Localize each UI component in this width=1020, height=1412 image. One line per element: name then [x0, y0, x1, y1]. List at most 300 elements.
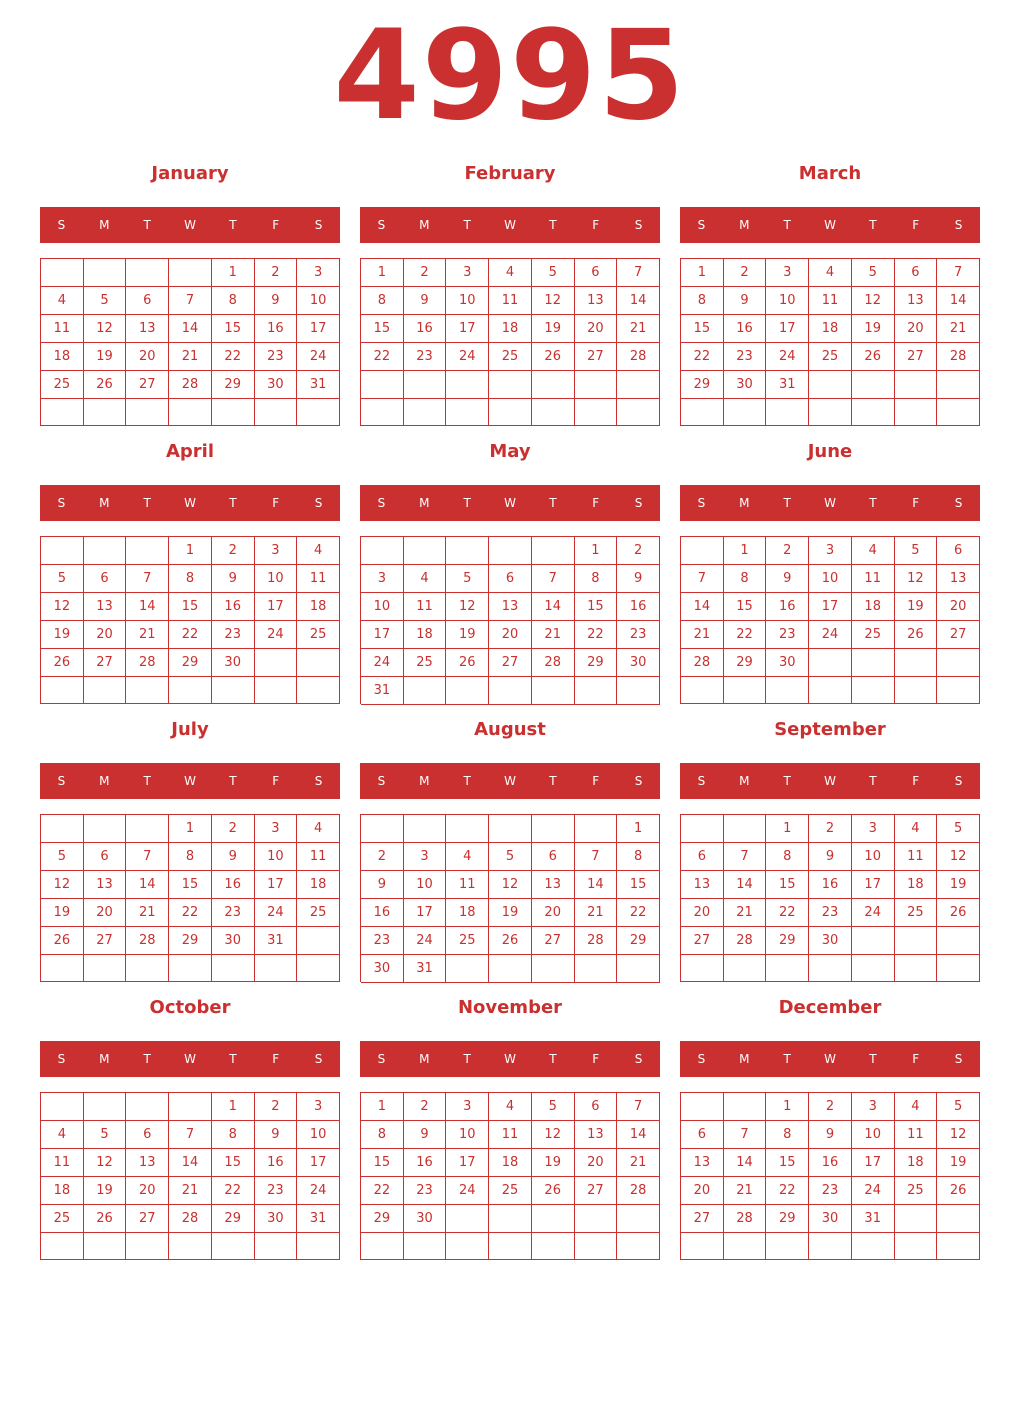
day-cell: 11 [895, 843, 938, 871]
day-cell [532, 371, 575, 399]
weekday-label: S [954, 496, 963, 510]
day-cell [532, 677, 575, 705]
weekday-header [680, 763, 980, 799]
day-cell: 14 [126, 593, 169, 621]
day-cell [852, 399, 895, 426]
day-cell [681, 1093, 724, 1121]
day-cell: 5 [852, 259, 895, 287]
day-cell: 15 [724, 593, 767, 621]
weekday-header [40, 1041, 340, 1077]
weekday-label: T [143, 1052, 151, 1066]
day-cell: 3 [361, 565, 404, 593]
day-cell: 6 [575, 259, 618, 287]
day-cell [852, 371, 895, 399]
day-cell [809, 677, 852, 704]
day-cell [937, 955, 980, 982]
day-cell [489, 1205, 532, 1233]
day-cell: 5 [84, 1121, 127, 1149]
day-grid [360, 1092, 660, 1260]
day-cell: 31 [297, 1205, 340, 1233]
day-cell: 12 [41, 593, 84, 621]
day-cell [532, 1233, 575, 1260]
day-cell [809, 955, 852, 982]
day-cell [724, 1093, 767, 1121]
day-cell: 6 [84, 565, 127, 593]
day-cell: 18 [41, 1177, 84, 1205]
day-cell: 11 [489, 287, 532, 315]
weekday-label: T [229, 1052, 237, 1066]
day-cell [575, 815, 618, 843]
weekday-label: S [697, 218, 706, 232]
day-cell: 2 [724, 259, 767, 287]
day-cell [41, 955, 84, 982]
day-cell: 29 [766, 927, 809, 955]
day-cell: 16 [361, 899, 404, 927]
month-title: December [778, 997, 882, 1018]
day-cell: 22 [169, 899, 212, 927]
day-cell: 1 [169, 537, 212, 565]
day-cell: 19 [41, 899, 84, 927]
weekday-label: W [184, 1052, 196, 1066]
day-cell: 28 [617, 1177, 660, 1205]
day-cell: 19 [532, 1149, 575, 1177]
day-cell: 21 [724, 1177, 767, 1205]
weekday-header [680, 1041, 980, 1077]
day-cell: 16 [809, 1149, 852, 1177]
day-cell: 6 [126, 287, 169, 315]
day-cell: 25 [809, 343, 852, 371]
day-cell: 5 [41, 565, 84, 593]
day-cell: 31 [297, 371, 340, 399]
day-cell: 25 [852, 621, 895, 649]
day-cell: 8 [212, 1121, 255, 1149]
day-cell: 9 [361, 871, 404, 899]
day-cell: 16 [255, 315, 298, 343]
day-cell: 25 [297, 899, 340, 927]
day-cell [404, 1233, 447, 1260]
day-cell: 22 [169, 621, 212, 649]
day-cell: 28 [126, 649, 169, 677]
day-cell: 22 [361, 343, 404, 371]
day-cell: 15 [575, 593, 618, 621]
month-5 [680, 435, 980, 705]
day-cell: 9 [809, 843, 852, 871]
day-cell: 9 [617, 565, 660, 593]
day-cell [575, 399, 618, 427]
day-grid [360, 814, 660, 982]
day-cell [895, 371, 938, 399]
day-cell: 30 [724, 371, 767, 399]
month-10 [360, 991, 660, 1261]
day-cell: 3 [255, 815, 298, 843]
day-cell [852, 649, 895, 677]
day-cell: 12 [84, 315, 127, 343]
day-cell [489, 955, 532, 983]
day-cell: 19 [84, 343, 127, 371]
day-cell: 23 [255, 343, 298, 371]
day-cell: 20 [532, 899, 575, 927]
day-cell: 14 [617, 287, 660, 315]
weekday-label: F [912, 218, 920, 232]
day-cell: 24 [361, 649, 404, 677]
day-cell: 24 [852, 1177, 895, 1205]
day-cell [895, 649, 938, 677]
day-grid [360, 536, 660, 704]
month-title: June [807, 441, 853, 462]
day-cell [575, 1205, 618, 1233]
day-cell: 8 [169, 565, 212, 593]
day-cell: 21 [617, 315, 660, 343]
day-cell [169, 1233, 212, 1260]
day-cell: 12 [84, 1149, 127, 1177]
day-cell [126, 259, 169, 287]
weekday-label: T [549, 218, 557, 232]
day-cell: 27 [895, 343, 938, 371]
day-cell: 23 [404, 1177, 447, 1205]
day-cell [169, 677, 212, 704]
day-cell: 1 [361, 1093, 404, 1121]
month-11 [680, 991, 980, 1261]
weekday-label: T [463, 218, 471, 232]
weekday-label: F [592, 218, 600, 232]
day-cell: 19 [937, 871, 980, 899]
day-cell: 11 [489, 1121, 532, 1149]
day-cell: 2 [617, 537, 660, 565]
day-cell: 27 [84, 927, 127, 955]
day-grid [680, 814, 980, 982]
day-cell: 10 [852, 1121, 895, 1149]
day-cell: 7 [681, 565, 724, 593]
day-cell: 1 [575, 537, 618, 565]
day-cell [809, 649, 852, 677]
day-cell [404, 815, 447, 843]
day-cell [532, 1205, 575, 1233]
weekday-label: S [634, 218, 643, 232]
day-cell: 26 [895, 621, 938, 649]
weekday-label: M [99, 774, 110, 788]
day-cell: 16 [212, 593, 255, 621]
month-title: January [151, 163, 229, 184]
day-cell: 8 [575, 565, 618, 593]
day-cell [41, 1233, 84, 1260]
day-cell [297, 927, 340, 955]
day-cell [617, 955, 660, 983]
day-cell: 31 [255, 927, 298, 955]
month-3 [40, 435, 340, 705]
day-cell: 12 [532, 287, 575, 315]
day-cell: 20 [895, 315, 938, 343]
day-cell: 15 [169, 871, 212, 899]
day-cell [724, 399, 767, 426]
day-cell [361, 371, 404, 399]
weekday-header [40, 485, 340, 521]
day-cell [404, 371, 447, 399]
weekday-label: M [419, 496, 430, 510]
weekday-label: F [592, 1052, 600, 1066]
day-cell [895, 955, 938, 982]
day-cell: 17 [766, 315, 809, 343]
day-cell [41, 677, 84, 704]
weekday-label: W [184, 774, 196, 788]
day-cell: 27 [681, 1205, 724, 1233]
day-cell: 22 [575, 621, 618, 649]
day-cell: 10 [297, 1121, 340, 1149]
month-title: September [774, 719, 886, 740]
day-cell: 27 [575, 343, 618, 371]
day-cell: 4 [895, 815, 938, 843]
day-cell: 14 [937, 287, 980, 315]
day-cell: 4 [41, 1121, 84, 1149]
weekday-label: S [314, 496, 323, 510]
day-cell: 1 [766, 1093, 809, 1121]
day-cell: 15 [361, 1149, 404, 1177]
day-cell: 20 [84, 899, 127, 927]
month-2 [680, 157, 980, 427]
day-cell: 21 [724, 899, 767, 927]
day-cell: 26 [41, 927, 84, 955]
day-cell: 12 [937, 1121, 980, 1149]
weekday-label: T [229, 218, 237, 232]
day-cell: 29 [681, 371, 724, 399]
month-title: May [489, 441, 531, 462]
day-cell: 23 [404, 343, 447, 371]
weekday-header [360, 1041, 660, 1077]
day-cell: 1 [212, 259, 255, 287]
day-cell [84, 677, 127, 704]
day-cell: 26 [852, 343, 895, 371]
day-cell: 31 [766, 371, 809, 399]
weekday-label: S [634, 1052, 643, 1066]
day-cell: 3 [852, 815, 895, 843]
day-cell: 15 [361, 315, 404, 343]
day-cell [84, 537, 127, 565]
day-cell: 3 [297, 1093, 340, 1121]
day-cell: 29 [724, 649, 767, 677]
day-cell [724, 677, 767, 704]
weekday-label: F [272, 496, 280, 510]
month-0 [40, 157, 340, 427]
day-cell [681, 1233, 724, 1260]
weekday-label: T [463, 1052, 471, 1066]
day-cell: 6 [895, 259, 938, 287]
weekday-label: S [57, 218, 66, 232]
weekday-label: M [99, 218, 110, 232]
day-cell: 31 [361, 677, 404, 705]
day-cell: 20 [681, 899, 724, 927]
day-cell: 25 [297, 621, 340, 649]
day-cell: 21 [532, 621, 575, 649]
day-cell: 10 [446, 1121, 489, 1149]
day-cell [446, 537, 489, 565]
day-cell: 11 [41, 1149, 84, 1177]
day-cell: 6 [575, 1093, 618, 1121]
day-cell: 25 [41, 371, 84, 399]
day-cell: 24 [297, 343, 340, 371]
day-cell: 16 [809, 871, 852, 899]
month-7 [360, 713, 660, 983]
day-cell: 24 [446, 343, 489, 371]
weekday-label: S [57, 1052, 66, 1066]
day-cell: 27 [681, 927, 724, 955]
day-cell: 22 [766, 899, 809, 927]
day-cell: 23 [809, 899, 852, 927]
weekday-label: T [869, 774, 877, 788]
day-cell [575, 955, 618, 983]
day-cell: 15 [766, 1149, 809, 1177]
day-cell [681, 399, 724, 426]
day-cell [446, 1205, 489, 1233]
day-cell: 3 [446, 1093, 489, 1121]
weekday-label: W [824, 496, 836, 510]
day-cell [937, 399, 980, 426]
day-cell [617, 677, 660, 705]
day-cell: 27 [126, 371, 169, 399]
day-cell [532, 955, 575, 983]
day-cell [404, 537, 447, 565]
day-cell: 5 [446, 565, 489, 593]
day-cell: 24 [297, 1177, 340, 1205]
day-cell: 3 [809, 537, 852, 565]
day-cell: 25 [41, 1205, 84, 1233]
day-cell: 1 [766, 815, 809, 843]
weekday-header [680, 485, 980, 521]
day-cell: 28 [617, 343, 660, 371]
day-cell: 15 [169, 593, 212, 621]
month-8 [680, 713, 980, 983]
day-cell: 2 [766, 537, 809, 565]
day-cell: 8 [361, 287, 404, 315]
day-cell: 10 [404, 871, 447, 899]
weekday-label: S [954, 774, 963, 788]
day-cell: 11 [895, 1121, 938, 1149]
day-cell: 23 [361, 927, 404, 955]
day-cell: 9 [766, 565, 809, 593]
day-cell: 1 [617, 815, 660, 843]
day-cell: 16 [404, 1149, 447, 1177]
day-cell: 15 [617, 871, 660, 899]
day-cell [852, 1233, 895, 1260]
day-cell: 11 [297, 843, 340, 871]
day-cell [255, 1233, 298, 1260]
weekday-label: M [99, 496, 110, 510]
day-cell [255, 649, 298, 677]
day-cell [169, 1093, 212, 1121]
day-cell: 7 [126, 565, 169, 593]
day-cell: 30 [766, 649, 809, 677]
weekday-label: S [377, 218, 386, 232]
day-cell: 26 [532, 1177, 575, 1205]
day-cell [617, 1233, 660, 1260]
day-cell: 30 [617, 649, 660, 677]
day-cell [212, 955, 255, 982]
day-cell: 23 [617, 621, 660, 649]
day-cell: 13 [126, 315, 169, 343]
day-cell: 7 [724, 1121, 767, 1149]
day-cell: 30 [361, 955, 404, 983]
weekday-label: T [549, 774, 557, 788]
day-cell: 18 [895, 1149, 938, 1177]
day-cell: 17 [852, 1149, 895, 1177]
day-cell: 18 [297, 871, 340, 899]
weekday-label: S [697, 496, 706, 510]
day-cell: 12 [895, 565, 938, 593]
day-cell [766, 677, 809, 704]
day-cell: 13 [126, 1149, 169, 1177]
day-cell [809, 399, 852, 426]
day-cell: 22 [212, 1177, 255, 1205]
weekday-label: T [869, 496, 877, 510]
weekday-label: F [592, 496, 600, 510]
weekday-label: W [824, 774, 836, 788]
day-cell [255, 955, 298, 982]
day-grid [40, 536, 340, 704]
day-cell: 10 [255, 843, 298, 871]
day-cell: 8 [361, 1121, 404, 1149]
day-cell: 5 [937, 1093, 980, 1121]
weekday-label: F [272, 1052, 280, 1066]
day-cell: 12 [489, 871, 532, 899]
day-cell: 28 [169, 1205, 212, 1233]
day-cell: 4 [852, 537, 895, 565]
day-cell: 11 [297, 565, 340, 593]
day-cell: 14 [532, 593, 575, 621]
day-cell: 30 [809, 1205, 852, 1233]
day-cell [126, 399, 169, 426]
month-title: July [171, 719, 209, 740]
day-cell: 6 [489, 565, 532, 593]
day-cell: 30 [255, 1205, 298, 1233]
day-cell [681, 677, 724, 704]
day-grid [360, 258, 660, 426]
day-cell: 30 [404, 1205, 447, 1233]
day-cell [489, 537, 532, 565]
day-cell: 5 [895, 537, 938, 565]
day-cell: 25 [895, 1177, 938, 1205]
day-cell: 15 [681, 315, 724, 343]
day-cell [169, 399, 212, 426]
day-cell: 20 [937, 593, 980, 621]
day-cell: 10 [297, 287, 340, 315]
day-cell: 7 [126, 843, 169, 871]
day-cell [297, 649, 340, 677]
weekday-label: T [783, 774, 791, 788]
day-cell: 31 [404, 955, 447, 983]
day-cell [489, 1233, 532, 1260]
day-cell: 27 [84, 649, 127, 677]
day-cell [446, 815, 489, 843]
day-cell: 4 [489, 259, 532, 287]
day-cell: 17 [297, 315, 340, 343]
day-cell [361, 1233, 404, 1260]
day-cell [489, 677, 532, 705]
day-cell: 14 [169, 315, 212, 343]
weekday-label: T [549, 1052, 557, 1066]
day-cell [361, 399, 404, 427]
day-cell: 28 [169, 371, 212, 399]
day-cell: 19 [41, 621, 84, 649]
day-cell: 9 [404, 1121, 447, 1149]
day-cell: 6 [937, 537, 980, 565]
day-cell [852, 927, 895, 955]
day-cell [617, 1205, 660, 1233]
day-cell: 22 [681, 343, 724, 371]
weekday-label: W [504, 496, 516, 510]
year-title: 4995 [333, 4, 687, 148]
weekday-label: T [463, 496, 471, 510]
day-cell: 14 [681, 593, 724, 621]
day-cell [84, 955, 127, 982]
day-cell: 18 [852, 593, 895, 621]
